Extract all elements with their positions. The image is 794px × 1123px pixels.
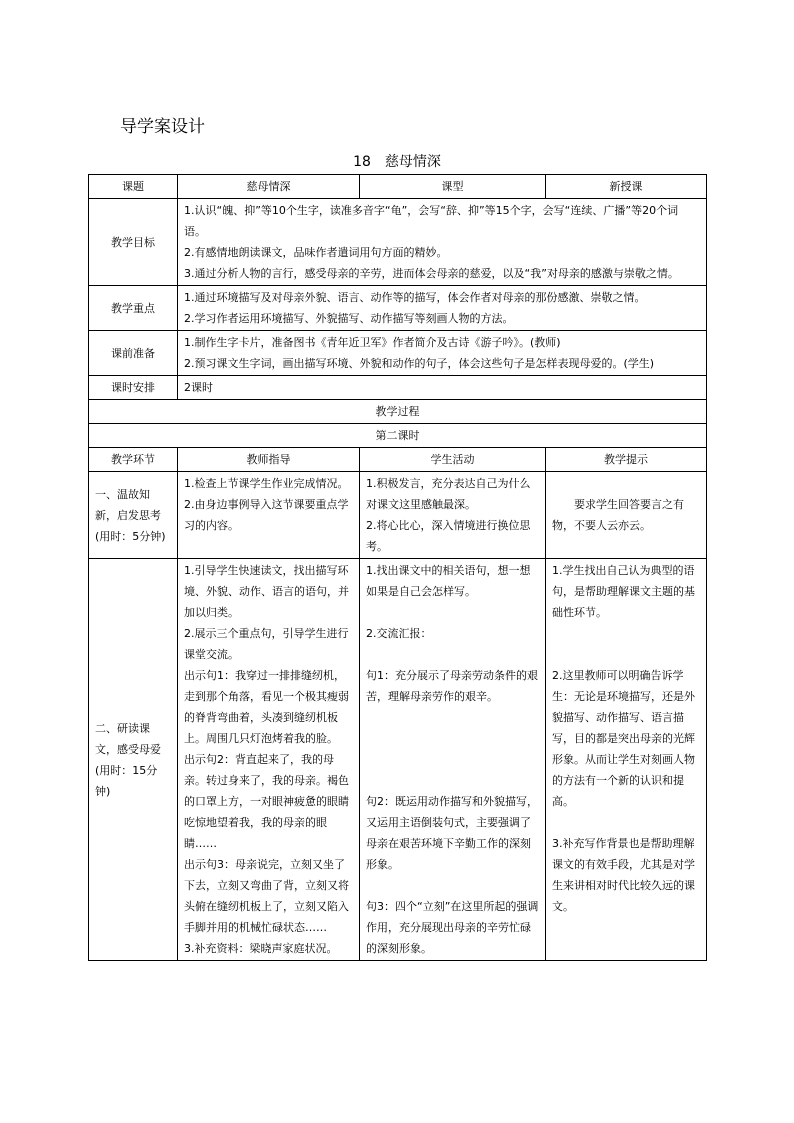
lesson-name: 慈母情深 — [384, 154, 441, 170]
preparation-content — [178, 331, 707, 376]
session-title: 第二课时 — [89, 424, 707, 448]
teaching-hint-item: 1.学生找出自己认为典型的语句，是帮助理解课文主题的基础性环节。 — [552, 564, 695, 619]
student-activity-item: 1.找出课文中的相关语句，想一想如果是自己会怎样写。 — [366, 564, 531, 598]
stage-cell: 二、研读课文，感受母爱(用时：15分钟) — [89, 559, 178, 961]
student-activity-item: 句2：既运用动作描写和外貌描写，又运用主语倒装句式，主要强调了母亲在艰苦环境下辛勤工作的深刻形象。 — [366, 795, 538, 871]
schedule-label: 课时安排 — [89, 376, 178, 400]
student-activity-cell: 1.积极发言，充分表达自己为什么对课文这里感触最深。 2.将心比心，深入情境进行换位思考。 — [360, 472, 546, 559]
type-label: 课型 — [360, 175, 546, 199]
process-title: 教学过程 — [89, 400, 707, 424]
lesson-title — [0, 151, 794, 171]
document-title: 导学案设计 — [120, 117, 205, 137]
process-title-row — [89, 400, 707, 424]
stage-cell: 一、温故知新，启发思考(用时：5分钟) — [89, 472, 178, 559]
teaching-hint-cell: 要求学生回答要言之有物，不要人云亦云。 — [546, 472, 707, 559]
preparation-label: 课前准备 — [89, 331, 178, 376]
preparation-row — [89, 331, 707, 376]
header-row — [89, 175, 707, 199]
topic-value: 慈母情深 — [178, 175, 360, 199]
key-points-label: 教学重点 — [89, 286, 178, 331]
objective-item: 3.通过分析人物的言行，感受母亲的辛劳，进而体会母亲的慈爱，以及“我”对母亲的感激与崇敬之情。 — [184, 267, 679, 280]
objectives-row — [89, 199, 707, 286]
column-header-row — [89, 448, 707, 472]
teaching-hint-item: 3.补充写作背景也是帮助理解课文的有效手段，尤其是对学生来讲相对时代比较久远的课文。 — [552, 837, 695, 913]
teacher-guidance-cell: 1.检查上节课学生作业完成情况。 2.由身边事例导入这节课要重点学习的内容。 — [178, 472, 360, 559]
schedule-row — [89, 376, 707, 400]
process-row-1 — [89, 472, 707, 559]
objectives-label: 教学目标 — [89, 199, 178, 286]
teaching-hint-item: 2.这里教师可以明确告诉学生：无论是环境描写，还是外貌描写、动作描写、语言描写，目的都是突出母亲的光辉形象。从而让学生对刻画人物的方法有一个新的认识和提高。 — [552, 669, 695, 808]
teacher-guidance-cell: 1.引导学生快速读文，找出描写环境、外貌、动作、语言的语句，并加以归类。 2.展示三个重点句，引导学生进行课堂交流。 出示句1：我穿过一排排缝纫机，走到那个角落，看见一个极其瘦弱的脊背弯曲着，头凑到缝纫机板上。周围几只灯泡烤着我的脸。 出示句2：背直起来了，我的母亲。转过身来了，我的母亲。褐色的口罩上方，一对眼神疲惫的眼睛吃惊地望着我，我的母亲的眼睛…… 出示句3：母亲说完，立刻又坐了下去，立刻又弯曲了背，立刻又将头俯在缝纫机板上了，立刻又陷入手脚并用的机械忙碌状态…… 3.补充资料：梁晓声家庭状况。 — [178, 559, 360, 961]
key-point-item: 2.学习作者运用环境描写、外貌描写、动作描写等刻画人物的方法。 — [184, 312, 514, 325]
key-points-row — [89, 286, 707, 331]
type-value: 新授课 — [546, 175, 707, 199]
session-title-row — [89, 424, 707, 448]
lesson-number: 18 — [353, 154, 371, 170]
key-points-content — [178, 286, 707, 331]
process-row-2 — [89, 559, 707, 961]
column-header-teacher: 教师指导 — [178, 448, 360, 472]
column-header-stage: 教学环节 — [89, 448, 178, 472]
teaching-hint-cell — [546, 559, 707, 961]
objectives-content — [178, 199, 707, 286]
student-activity-cell — [360, 559, 546, 961]
topic-label: 课题 — [89, 175, 178, 199]
student-activity-item: 句3：四个“立刻”在这里所起的强调作用，充分展现出母亲的辛劳忙碌的深刻形象。 — [366, 900, 539, 955]
student-activity-item: 2.交流汇报： — [366, 627, 432, 640]
key-point-item: 1.通过环境描写及对母亲外貌、语言、动作等的描写，体会作者对母亲的那份感激、崇敬之情。 — [184, 291, 646, 304]
column-header-hint: 教学提示 — [546, 448, 707, 472]
student-activity-item: 句1：充分展示了母亲劳动条件的艰苦，理解母亲劳作的艰辛。 — [366, 669, 538, 703]
objective-item: 2.有感情地朗读课文，品味作者遣词用句方面的精妙。 — [184, 246, 448, 259]
column-header-student: 学生活动 — [360, 448, 546, 472]
schedule-value: 2课时 — [178, 376, 707, 400]
lesson-plan-table — [88, 174, 707, 961]
preparation-item: 2.预习课文生字词，画出描写环境、外貌和动作的句子，体会这些句子是怎样表现母爱的。(学生) — [184, 357, 655, 370]
objective-item: 1.认识“魄、抑”等10个生字，读准多音字“龟”，会写“辞、抑”等15个字，会写“连续、广播”等20个词语。 — [184, 204, 679, 238]
preparation-item: 1.制作生字卡片，准备图书《青年近卫军》作者简介及古诗《游子吟》。(教师) — [184, 336, 561, 349]
